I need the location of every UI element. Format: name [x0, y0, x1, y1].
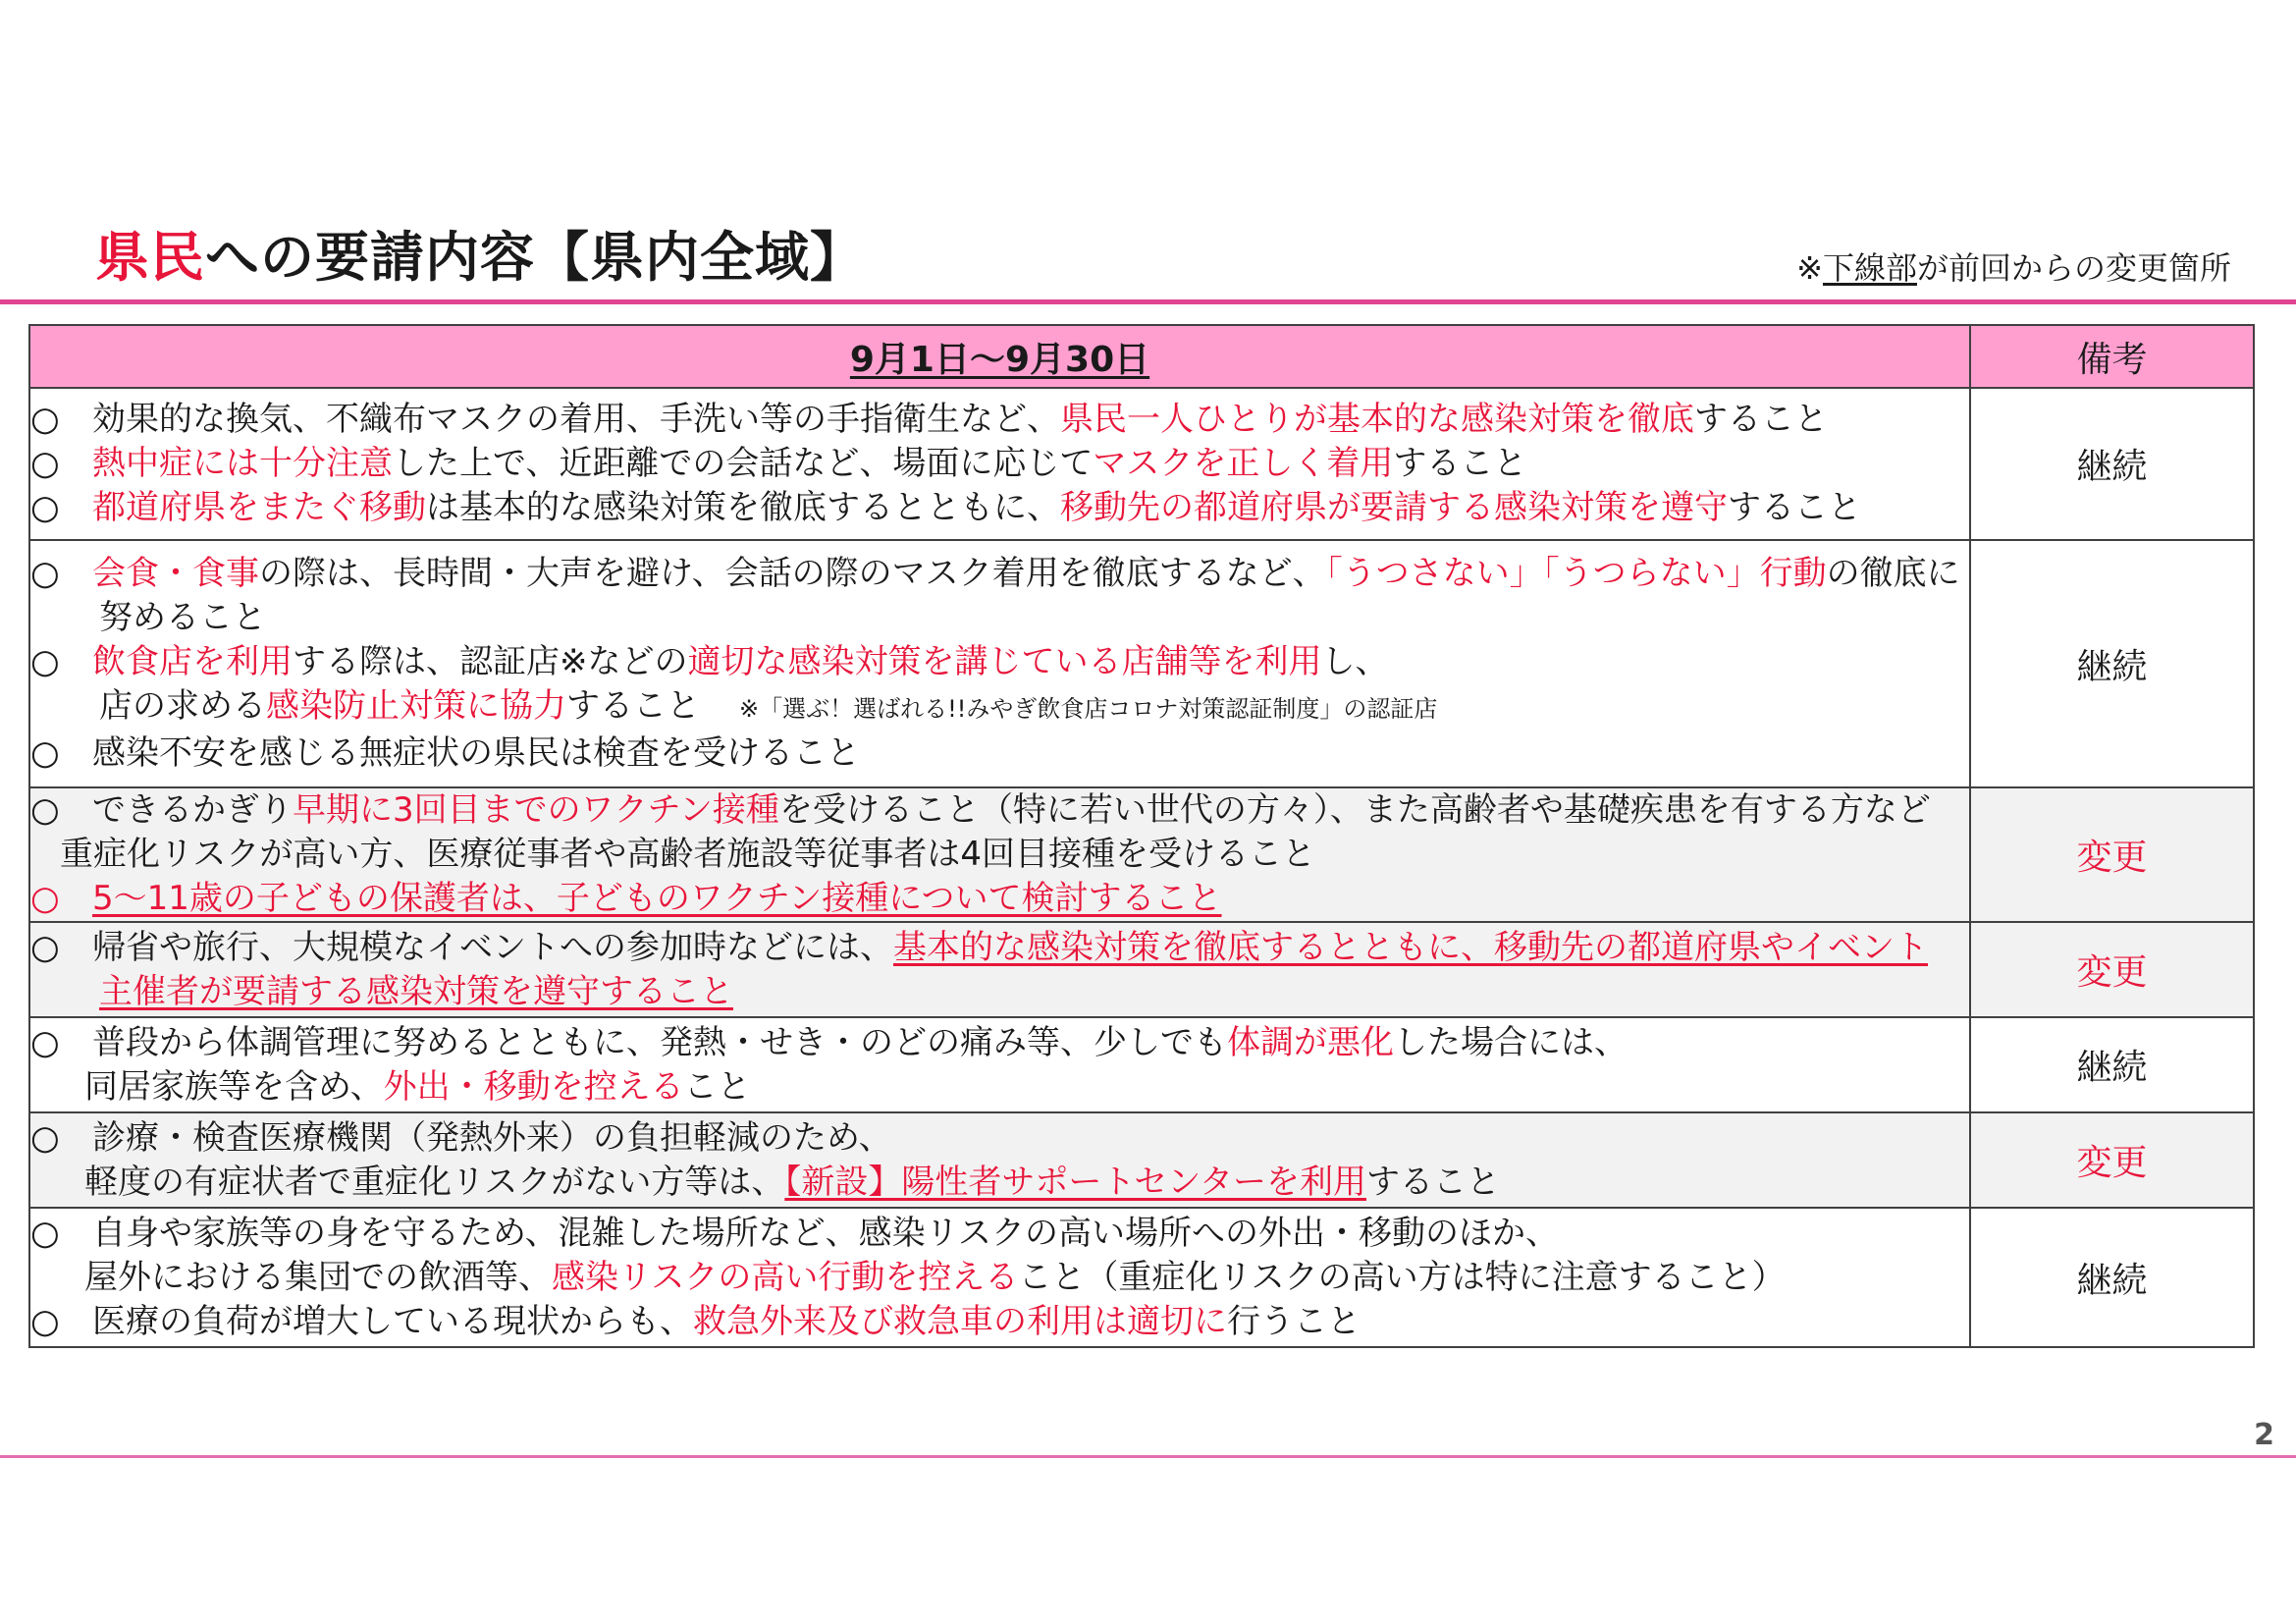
request-line: ○ 効果的な換気、不織布マスクの着用、手洗い等の手指衛生など、県民一人ひとりが基本的な感染対策を徹底すること	[30, 398, 1969, 442]
request-line: 努めること	[99, 598, 266, 637]
request-line: ○ 医療の負荷が増大している現状からも、救急外来及び救急車の利用は適切に行うこと	[30, 1300, 1969, 1344]
request-line: ○ 自身や家族等の身を守るため、混雑した場所など、感染リスクの高い場所への外出・移動のほか、	[30, 1212, 1969, 1256]
remark-cell: 継続	[1970, 540, 2254, 787]
request-cell	[29, 1017, 1970, 1112]
certification-footnote: ※「選ぶ！選ばれる!!みやぎ飲食店コロナ対策認証制度」の認証店	[739, 695, 1438, 723]
table-row	[29, 787, 2254, 922]
table-row	[29, 1112, 2254, 1208]
request-cell	[29, 1112, 1970, 1208]
request-line: 軽度の有症状者で重症化リスクがない方等は、【新設】陽性者サポートセンターを利用すること	[84, 1162, 1500, 1202]
request-line: ○ 都道府県をまたぐ移動は基本的な感染対策を徹底するとともに、移動先の都道府県が要請する感染対策を遵守すること	[30, 486, 1969, 530]
remark-cell: 継続	[1970, 1208, 2254, 1347]
bullet-mark: ○	[30, 444, 60, 483]
request-line: 屋外における集団での飲酒等、感染リスクの高い行動を控えること（重症化リスクの高い方は特に注意すること）	[84, 1257, 1786, 1297]
bullet-mark: ○	[30, 790, 60, 830]
change-note-suffix: が前回からの変更箇所	[1916, 249, 2231, 287]
request-cell	[29, 1208, 1970, 1347]
bullet-mark: ○	[30, 400, 60, 439]
bottom-divider	[0, 1455, 2296, 1458]
request-cell	[29, 388, 1970, 540]
bullet-mark: ○	[30, 1301, 60, 1341]
table-header-row	[29, 325, 2254, 388]
request-cell	[29, 540, 1970, 787]
remarks-header: 備考	[1970, 325, 2254, 388]
request-line: ○ 熱中症には十分注意した上で、近距離での会話など、場面に応じてマスクを正しく着用すること	[30, 442, 1969, 486]
title-highlight: 県民	[95, 226, 206, 289]
period-header: 9月1日～9月30日	[29, 325, 1970, 388]
bullet-mark: ○	[30, 488, 60, 527]
request-line: ○ できるかぎり早期に3回目までのワクチン接種を受けること（特に若い世代の方々）、また高齢者や基礎疾患を有する方など	[30, 788, 1969, 833]
request-line: ○ 診療・検査医療機関（発熱外来）の負担軽減のため、	[30, 1116, 1969, 1161]
request-cell	[29, 787, 1970, 922]
table-row	[29, 388, 2254, 540]
top-divider	[0, 299, 2296, 304]
request-table	[28, 324, 2255, 1348]
request-cell	[29, 922, 1970, 1017]
change-note	[1796, 244, 2231, 289]
bullet-mark: ○	[30, 1117, 60, 1158]
bullet-mark: ○	[30, 1022, 60, 1062]
table-row	[29, 540, 2254, 787]
request-line: ○ 帰省や旅行、大規模なイベントへの参加時などには、基本的な感染対策を徹底するとともに、移動先の都道府県やイベント	[30, 926, 1969, 970]
remark-cell: 変更	[1970, 787, 2254, 922]
request-line: 店の求める感染防止対策に協力すること ※「選ぶ！選ばれる!!みやぎ飲食店コロナ対策認証制度」の認証店	[99, 686, 1438, 726]
change-note-underlined: 下線部	[1822, 249, 1917, 287]
bullet-mark: ○	[30, 733, 60, 773]
remark-cell: 変更	[1970, 1112, 2254, 1208]
remark-cell: 変更	[1970, 922, 2254, 1017]
bullet-mark: ○	[30, 642, 60, 681]
remark-cell: 継続	[1970, 1017, 2254, 1112]
request-line: ○ 普段から体調管理に努めるとともに、発熱・せき・のどの痛み等、少しでも体調が悪化した場合には、	[30, 1021, 1969, 1065]
request-line: 主催者が要請する感染対策を遵守すること	[99, 971, 733, 1011]
page-number: 2	[2254, 1418, 2274, 1452]
title-rest: への要請内容【県内全域】	[205, 226, 866, 289]
request-line: 同居家族等を含め、外出・移動を控えること	[84, 1066, 751, 1107]
request-line: ○ 会食・食事の際は、長時間・大声を避け、会話の際のマスク着用を徹底するなど、「うつさない」「うつらない」行動の徹底に	[30, 552, 1969, 596]
request-line: ○ 5～11歳の子どもの保護者は、子どものワクチン接種について検討すること	[30, 877, 1969, 921]
bullet-mark: ○	[30, 927, 60, 967]
table-row	[29, 1208, 2254, 1347]
bullet-mark: ○	[30, 879, 60, 918]
bullet-mark: ○	[30, 1213, 60, 1253]
page-title	[95, 214, 865, 292]
remark-cell: 継続	[1970, 388, 2254, 540]
bullet-mark: ○	[30, 554, 60, 593]
table-row	[29, 1017, 2254, 1112]
request-line: 重症化リスクが高い方、医療従事者や高齢者施設等従事者は4回目接種を受けること	[60, 835, 1315, 874]
change-note-prefix: ※	[1796, 249, 1823, 287]
request-line: ○ 感染不安を感じる無症状の県民は検査を受けること	[30, 731, 1969, 776]
request-line: ○ 飲食店を利用する際は、認証店※などの適切な感染対策を講じている店舗等を利用し、	[30, 640, 1969, 684]
table-row	[29, 922, 2254, 1017]
